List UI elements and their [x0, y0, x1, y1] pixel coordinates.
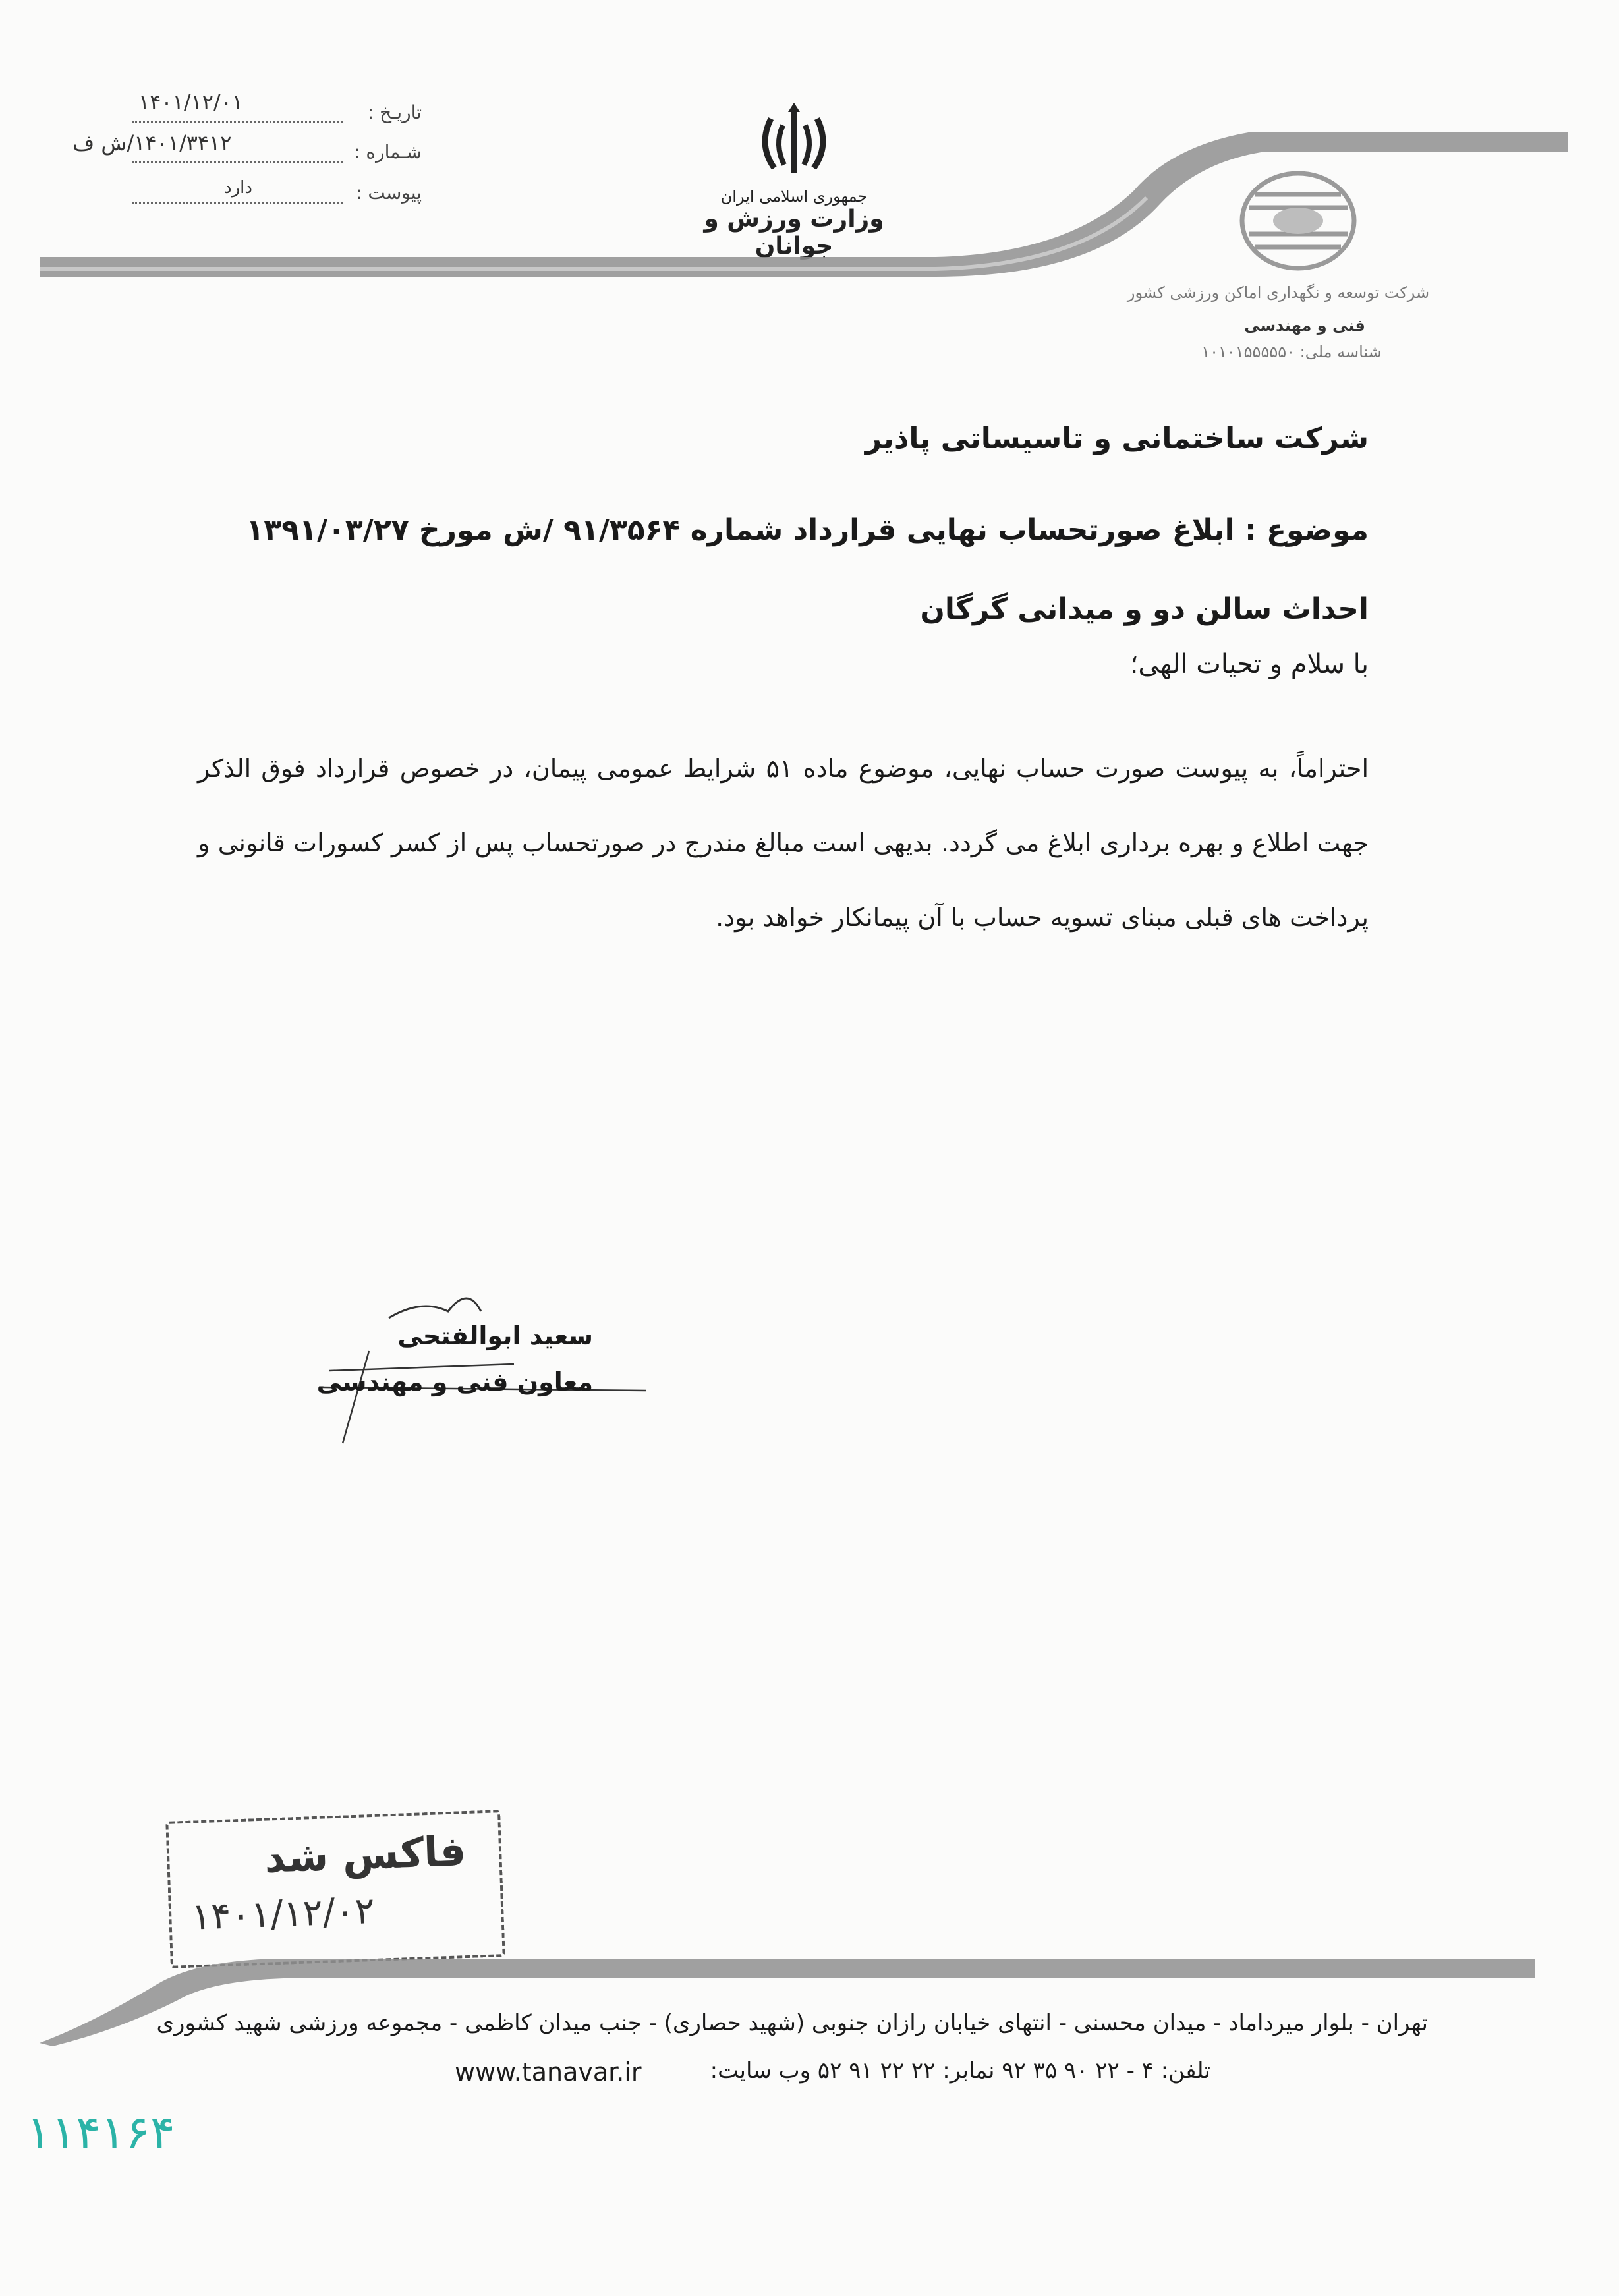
stamp-date: ۱۴۰۱/۱۲/۰۲	[190, 1889, 376, 1939]
company-logo-icon	[1236, 168, 1361, 273]
attachment-value: دارد	[224, 178, 252, 198]
footer-website: www.tanavar.ir	[455, 2057, 642, 2086]
handwritten-signature	[316, 1272, 659, 1456]
body-paragraph: احتراماً، به پیوست صورت حساب نهایی، موضوع ماده ۵۱ شرایط عمومی پیمان، در خصوص قرارداد فوق الذکر جهت اطلاع و بهره برداری ابلاغ می گردد. بدیهی است مبالغ مندرج در صورتحساب پس از کسر کسورات قانونی و پرداخت های قبلی مبنای تسویه حساب با آن پیمانکار خواهد بود.	[198, 754, 1369, 932]
signature-block	[316, 1272, 659, 1456]
company-line2: فنی و مهندسی	[1244, 316, 1365, 335]
company-logo	[1199, 168, 1397, 280]
greeting: با سلام و تحیات الهی؛	[1129, 649, 1369, 679]
addressee: شرکت ساختمانی و تاسیساتی پاذیر	[865, 422, 1369, 455]
signer-name: سعید ابوالفتحی	[397, 1321, 593, 1350]
subject: موضوع : ابلاغ صورتحساب نهایی قرارداد شماره ۹۱/۳۵۶۴ /ش مورخ ۱۳۹۱/۰۳/۲۷ احداث سالن دو و میدانی گرگان	[246, 513, 1369, 626]
number-value: ۱۴۰۱/۳۴۱۲/ش ف	[72, 130, 232, 156]
attachment-label: پیوست :	[356, 182, 422, 204]
date-label: تاریـخ :	[367, 101, 422, 123]
date-value: ۱۴۰۱/۱۲/۰۱	[138, 90, 244, 115]
handwritten-number: ۱۱۴۱۶۴	[26, 2106, 175, 2160]
footer-phone: تلفن: ۴ - ۲۲ ۹۰ ۳۵ ۹۲ نمابر: ۲۲ ۲۲ ۹۱ ۵۲ وب سایت:	[710, 2057, 1210, 2084]
emblem-line1: جمهوری اسلامی ایران	[720, 187, 868, 206]
emblem-line2: وزارت ورزش و جوانان	[704, 206, 884, 260]
footer-address: تهران - بلوار میرداماد - میدان محسنی - انتهای خیابان رازان جنوبی (شهید حصاری) - جنب میدان کاظمی - مجموعه ورزشی شهید کشوری	[156, 2010, 1428, 2036]
company-line3: شناسه ملی: ۱۰۱۰۱۵۵۵۵۵۰	[1201, 343, 1382, 361]
signer-title: معاون فنی و مهندسی	[316, 1367, 593, 1396]
stamp-text: فاکس شد	[264, 1827, 467, 1882]
number-label: شـماره :	[354, 141, 422, 163]
company-line1: شرکت توسعه و نگهداری اماکن ورزشی کشور	[1127, 283, 1430, 302]
